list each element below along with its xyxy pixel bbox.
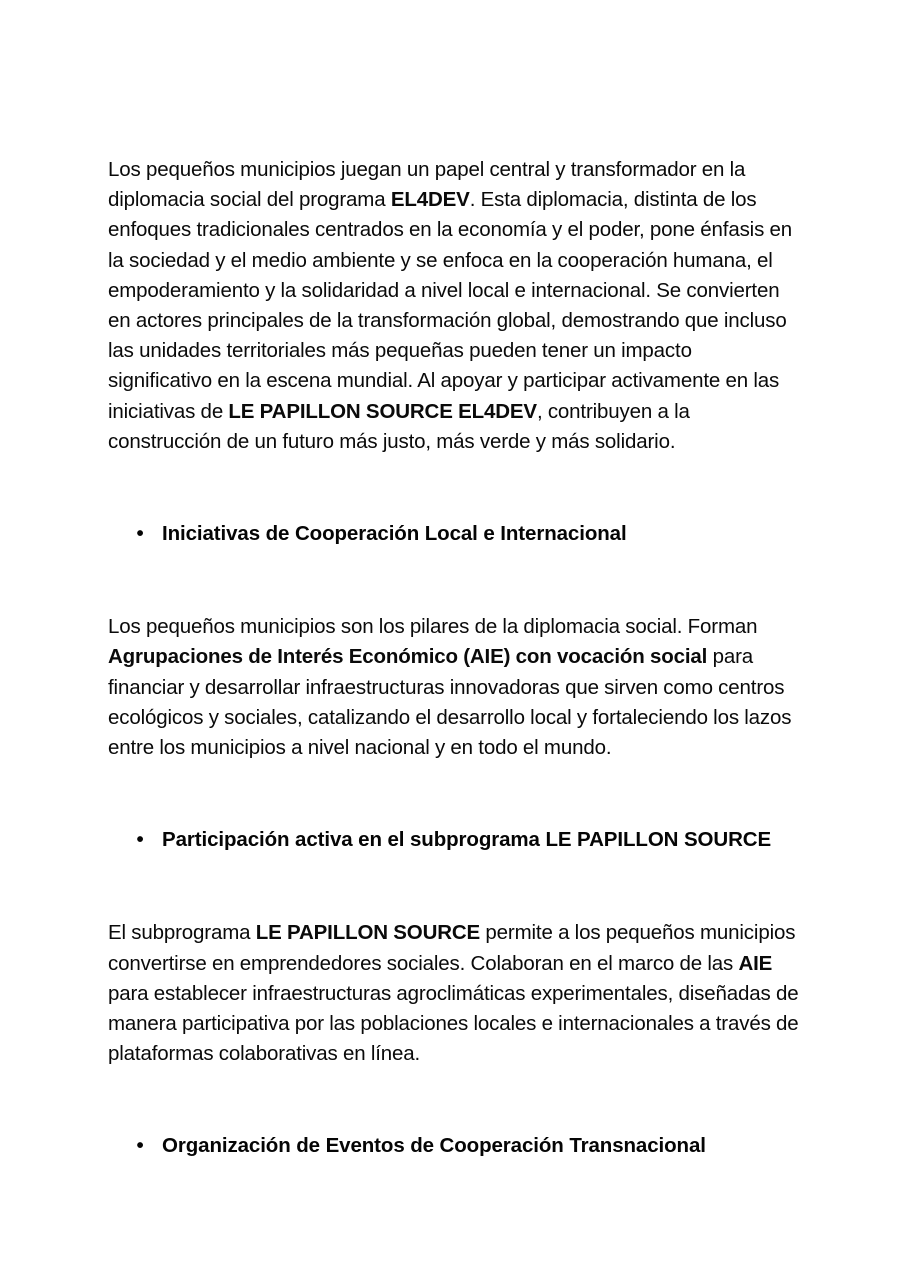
document-body xyxy=(108,155,800,1162)
text-run-1: Agrupaciones de Interés Económico (AIE) con vocación social xyxy=(108,645,708,669)
spacer xyxy=(108,457,800,519)
text-run-0: Los pequeños municipios juegan un papel central y transformador en la diplomacia social del programa xyxy=(108,158,746,212)
bullet-organizacion-label: Organización de Eventos de Cooperación Transnacional xyxy=(162,1134,706,1158)
text-run-1: EL4DEV xyxy=(390,188,470,212)
paragraph-pilares xyxy=(108,612,800,763)
bullet-organizacion xyxy=(108,1131,800,1161)
text-run-2: permite a los pequeños municipios convertirse en emprendedores sociales. Colaboran en el marco de las xyxy=(108,921,796,975)
bullet-list-participacion xyxy=(108,825,800,855)
bullet-dot-icon: • xyxy=(136,522,144,546)
text-run-0: Los pequeños municipios son los pilares de la diplomacia social. Forman xyxy=(108,615,758,639)
bullet-participacion-label: Participación activa en el subprograma LE PAPILLON SOURCE xyxy=(162,828,772,852)
text-run-4: , contribuyen a la construcción de un futuro más justo, más verde y más solidario. xyxy=(108,399,690,453)
text-run-1: LE PAPILLON SOURCE xyxy=(255,921,481,945)
text-run-2: para financiar y desarrollar infraestructuras innovadoras que sirven como centros ecológicos y sociales, catalizando el desarrollo local y fortaleciendo los lazos entre los municipios a nivel nacional y en todo el mundo. xyxy=(108,645,792,760)
spacer xyxy=(108,549,800,612)
paragraph-intro xyxy=(108,155,800,457)
spacer xyxy=(108,763,800,825)
text-run-0: El subprograma xyxy=(108,921,256,945)
spacer xyxy=(108,1069,800,1131)
bullet-list-organizacion xyxy=(108,1131,800,1161)
bullet-iniciativas xyxy=(108,519,800,549)
bullet-list-iniciativas xyxy=(108,519,800,549)
text-run-2: . Esta diplomacia, distinta de los enfoques tradicionales centrados en la economía y el poder, pone énfasis en la sociedad y el medio ambiente y se enfoca en la cooperación humana, el empoderamiento y la solidaridad a nivel local e internacional. Se convierten en actores principales de la transformación global, demostrando que incluso las unidades territoriales más pequeñas pueden tener un impacto significativo en la escena mundial. Al apoyar y participar activamente en las iniciativas de xyxy=(108,188,793,423)
bullet-iniciativas-label: Iniciativas de Cooperación Local e Internacional xyxy=(162,522,627,546)
spacer xyxy=(108,855,800,918)
text-run-3: LE PAPILLON SOURCE EL4DEV xyxy=(228,399,537,423)
bullet-dot-icon: • xyxy=(136,1134,144,1158)
bullet-participacion xyxy=(108,825,800,855)
paragraph-subprograma xyxy=(108,918,800,1069)
text-run-4: para establecer infraestructuras agroclimáticas experimentales, diseñadas de manera participativa por las poblaciones locales e internacionales a través de plataformas colaborativas en línea. xyxy=(108,981,799,1066)
bullet-dot-icon: • xyxy=(136,828,144,852)
text-run-3: AIE xyxy=(738,951,773,975)
